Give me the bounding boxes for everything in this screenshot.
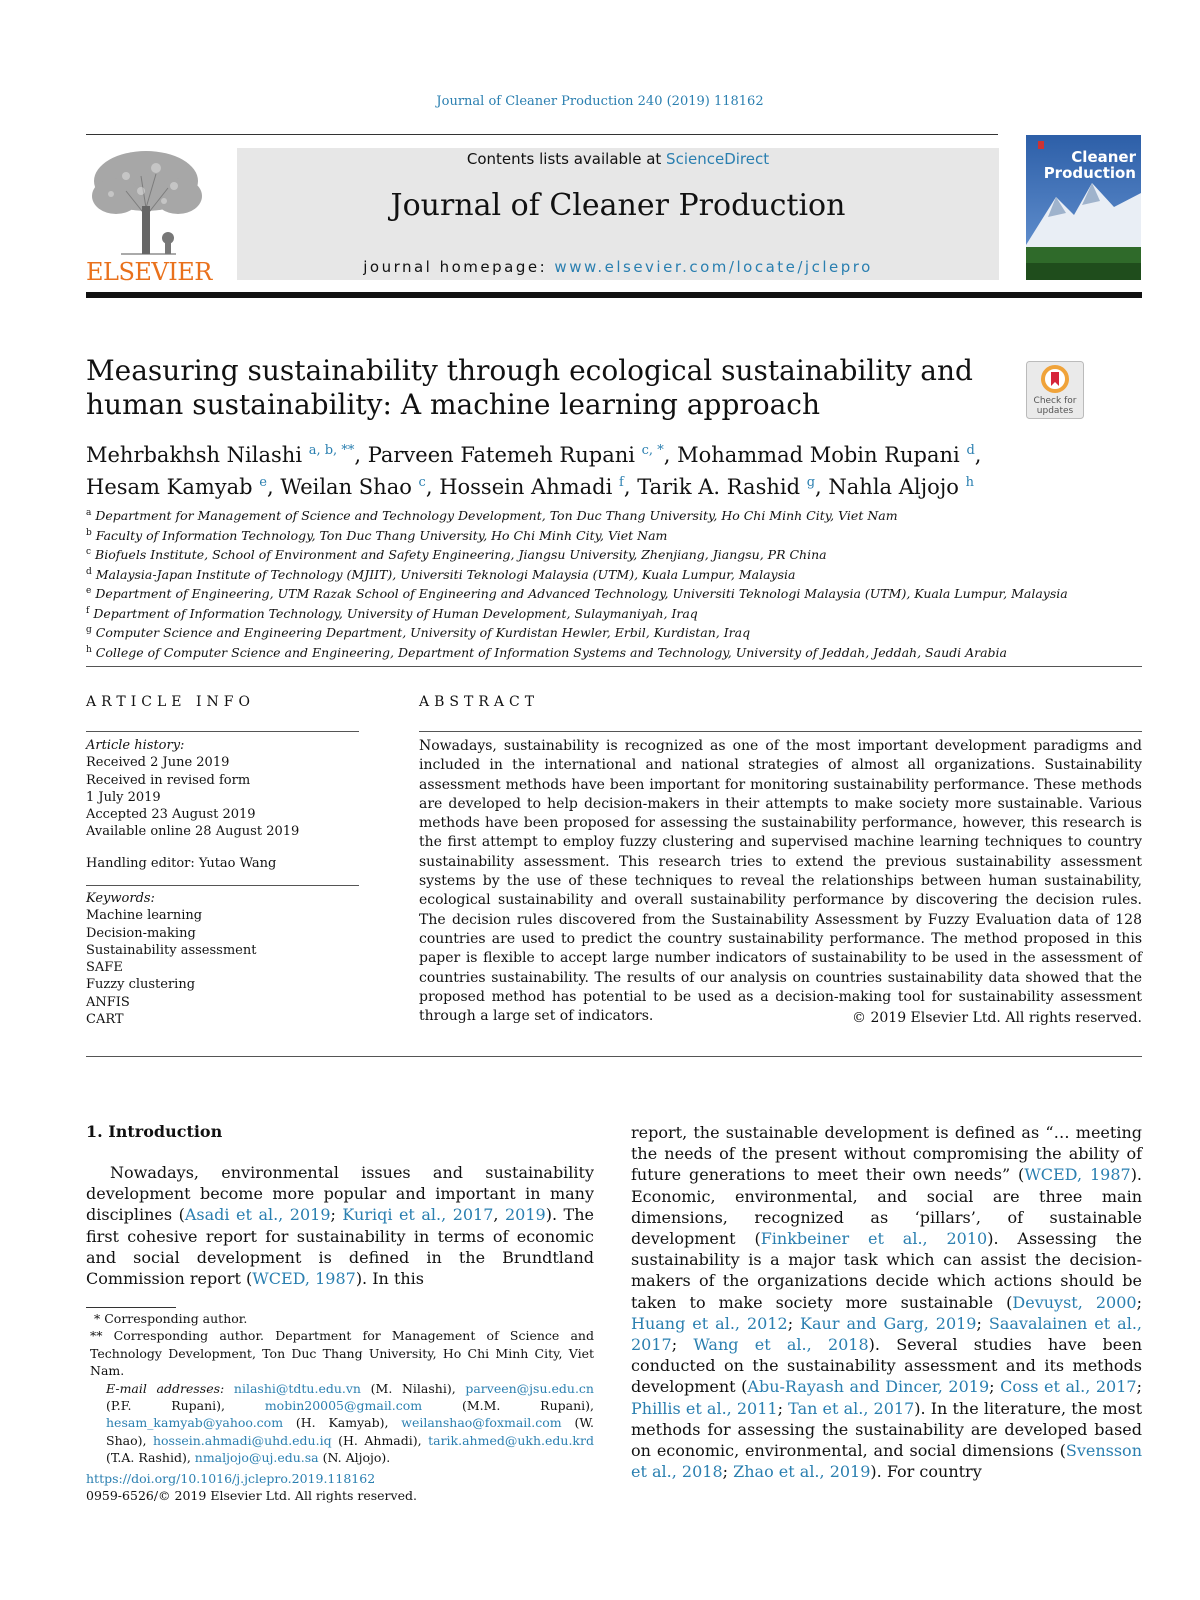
email-link[interactable]: hossein.ahmadi@uhd.edu.iq bbox=[152, 1432, 332, 1448]
citation-link[interactable]: Kuriqi et al., 2017 bbox=[342, 1205, 494, 1225]
corresponding-author-note: * Corresponding author. bbox=[94, 1311, 248, 1326]
abstract-heading: ABSTRACT bbox=[419, 694, 540, 710]
check-for-updates-label bbox=[1026, 396, 1084, 416]
citation-link[interactable]: Huang et al., 2012 bbox=[631, 1313, 788, 1333]
homepage-prefix: journal homepage: bbox=[363, 258, 555, 276]
author-list: Mehrbakhsh Nilashi $^{a, b, **}$, Parveen Fatemeh Rupani $^{c, *}$, Mohammad Mobin Rupani $^d$, Hesam Kamyab $^e$, Weilan Shao $^c$, Hossein Ahmadi $^f$, Tarik A. Rashid $^g$, Nahla Aljojo $^h$ bbox=[86, 443, 982, 499]
body-text: ). The first cohesive report for sustainability in terms of economic and social development is defined in the Brundtland Commission report ( bbox=[86, 1205, 594, 1289]
history-item: Received 2 June 2019 bbox=[86, 755, 230, 771]
affiliation-key: e bbox=[86, 586, 92, 597]
author-name: Hesam Kamyab bbox=[86, 475, 253, 499]
author-name: Nahla Aljojo bbox=[828, 475, 959, 499]
email-owner: (M.M. Rupani) bbox=[461, 1398, 590, 1414]
email-owner: (M. Nilashi) bbox=[370, 1380, 452, 1396]
article-history-dates bbox=[86, 754, 356, 840]
citation-link[interactable]: Asadi et al., 2019 bbox=[184, 1205, 331, 1225]
body-text: ). Economic, environmental, and social are three main dimensions, recognized as ‘pillars’, of sustainable development ( bbox=[631, 1165, 1143, 1249]
email-owner: (P.F. Rupani) bbox=[106, 1398, 222, 1414]
check-for-updates-line1: Check for bbox=[1033, 396, 1077, 406]
affiliation-text: Malaysia-Japan Institute of Technology (MJIIT), Universiti Teknologi Malaysia (UTM), Kuala Lumpur, Malaysia bbox=[95, 566, 796, 582]
author-affiliation-marker[interactable]: a, b, ** bbox=[308, 443, 355, 458]
body-text: ; bbox=[787, 1313, 801, 1333]
introduction-right-column bbox=[631, 1122, 1142, 1482]
affiliation-item bbox=[86, 505, 1146, 525]
author-affiliation-marker[interactable]: c bbox=[418, 475, 426, 490]
keyword-item: Decision-making bbox=[86, 925, 196, 941]
body-text: ; bbox=[330, 1205, 343, 1225]
author-affiliation-marker[interactable]: f bbox=[619, 475, 624, 490]
body-text: ; bbox=[722, 1462, 734, 1482]
affiliation-text: Department for Management of Science and Technology Development, Ton Duc Thang University, Ho Chi Minh City, Viet Nam bbox=[95, 508, 898, 524]
affiliation-separator bbox=[86, 666, 1142, 667]
citation-link[interactable]: Svensson et al., 2018 bbox=[631, 1441, 1142, 1482]
affiliation-item bbox=[86, 622, 1146, 642]
journal-reference[interactable]: Journal of Cleaner Production 240 (2019) 118162 bbox=[436, 94, 764, 109]
cover-title-line1: Cleaner bbox=[1071, 148, 1136, 166]
cover-title bbox=[1040, 149, 1136, 181]
introduction-heading: 1. Introduction bbox=[86, 1122, 223, 1141]
homepage-link[interactable]: www.elsevier.com/locate/jclepro bbox=[554, 258, 873, 276]
body-text: ; bbox=[671, 1335, 694, 1355]
keywords-block bbox=[86, 890, 356, 1028]
citation-link[interactable]: Devuyst, 2000 bbox=[1012, 1292, 1137, 1312]
citation-link[interactable]: WCED, 1987 bbox=[252, 1269, 356, 1289]
article-title: Measuring sustainability through ecological sustainability and human sustainability: A machine learning approach bbox=[86, 354, 973, 421]
article-history-label: Article history: bbox=[86, 738, 185, 753]
keywords-rule bbox=[86, 885, 359, 886]
email-owner: (H. Kamyab) bbox=[295, 1415, 385, 1431]
body-text: ). Assessing the sustainability is a major task which can assist the decision-makers of the organizations decide which actions should be taken to make society more sustainable ( bbox=[631, 1229, 1143, 1312]
article-info-heading: ARTICLE INFO bbox=[86, 694, 255, 710]
citation-link[interactable]: Coss et al., 2017 bbox=[1000, 1377, 1137, 1397]
affiliation-item bbox=[86, 564, 1146, 584]
journal-name: Journal of Cleaner Production bbox=[390, 188, 846, 223]
email-label: E-mail addresses: bbox=[106, 1380, 225, 1396]
body-text: ; bbox=[1136, 1377, 1142, 1397]
body-text: ). Several studies have been conducted on the sustainability assessment and its methods development ( bbox=[631, 1335, 1143, 1397]
citation-link[interactable]: 2019 bbox=[505, 1205, 546, 1225]
author-name: Parveen Fatemeh Rupani bbox=[367, 443, 635, 467]
affiliation-item bbox=[86, 583, 1146, 603]
cover-title-line2: Production bbox=[1043, 164, 1136, 182]
affiliation-item bbox=[86, 525, 1146, 545]
keywords-label: Keywords: bbox=[86, 891, 155, 906]
body-text: ). In this bbox=[355, 1269, 424, 1289]
journal-cover-image[interactable] bbox=[1026, 135, 1141, 280]
abstract-separator bbox=[86, 1056, 1142, 1057]
email-addresses: E-mail addresses: nilashi@tdtu.edu.vn (M. Nilashi), parveen@jsu.edu.cn (P.F. Rupani), mobin20005@gmail.com (M.M. Rupani), hesam_kamyab@yahoo.com (H. Kamyab), weilanshao@foxmail.com (W. Shao), hossein.ahmadi@uhd.edu.iq (H. Ahmadi), tarik.ahmed@ukh.edu.krd (T.A. Rashid), nmaljojo@uj.edu.sa (N. Aljojo). bbox=[106, 1380, 594, 1466]
author-affiliation-marker[interactable]: d bbox=[966, 443, 975, 458]
author-name: Mohammad Mobin Rupani bbox=[677, 443, 960, 467]
citation-link[interactable]: Wang et al., 2018 bbox=[693, 1335, 869, 1355]
affiliation-text: College of Computer Science and Engineering, Department of Information Systems and Technology, University of Jeddah, Jeddah, Saudi Arabia bbox=[95, 645, 1007, 661]
doi-block bbox=[86, 1470, 417, 1505]
author-affiliation-marker[interactable]: g bbox=[806, 475, 816, 490]
keyword-item: Fuzzy clustering bbox=[86, 977, 196, 993]
citation-link[interactable]: Phillis et al., 2011 bbox=[631, 1398, 778, 1418]
history-item: Available online 28 August 2019 bbox=[86, 824, 300, 840]
check-for-updates-badge[interactable] bbox=[1026, 361, 1084, 419]
email-link[interactable]: weilanshao@foxmail.com bbox=[401, 1415, 562, 1431]
affiliation-key: a bbox=[86, 508, 92, 518]
sciencedirect-link[interactable]: ScienceDirect bbox=[666, 150, 770, 168]
affiliation-text: Department of Information Technology, University of Human Development, Sulaymaniyah, Iraq bbox=[93, 605, 698, 621]
affiliation-item bbox=[86, 603, 1146, 623]
keyword-list bbox=[86, 907, 356, 1028]
keyword-item: Sustainability assessment bbox=[86, 942, 257, 958]
keyword-item: SAFE bbox=[86, 960, 123, 976]
header-bottom-rule bbox=[86, 292, 1142, 298]
footnotes bbox=[86, 1310, 594, 1467]
citation-link[interactable]: Finkbeiner et al., 2010 bbox=[760, 1229, 988, 1249]
history-item: 1 July 2019 bbox=[86, 789, 161, 805]
citation-link[interactable]: WCED, 1987 bbox=[1024, 1165, 1131, 1185]
affiliation-text: Faculty of Information Technology, Ton Duc Thang University, Ho Chi Minh City, Viet Nam bbox=[95, 527, 668, 543]
affiliation-text: Biofuels Institute, School of Environment and Safety Engineering, Jiangsu University, Zhenjiang, Jiangsu, PR China bbox=[95, 547, 827, 563]
email-link[interactable]: mobin20005@gmail.com bbox=[264, 1398, 423, 1414]
affiliation-key: f bbox=[86, 605, 90, 616]
affiliation-item bbox=[86, 544, 1146, 564]
body-text: ; bbox=[976, 1313, 989, 1333]
email-link[interactable]: hesam_kamyab@yahoo.com bbox=[106, 1415, 284, 1431]
check-for-updates-line2: updates bbox=[1036, 406, 1074, 416]
author-affiliation-marker[interactable]: h bbox=[965, 475, 974, 490]
article-history bbox=[86, 737, 356, 872]
citation-link[interactable]: Saavalainen et al., 2017 bbox=[631, 1313, 1142, 1355]
journal-header-box bbox=[237, 148, 999, 280]
email-owner: (H. Ahmadi) bbox=[338, 1432, 418, 1448]
handling-editor: Handling editor: Yutao Wang bbox=[86, 855, 277, 871]
body-text: ; bbox=[989, 1377, 1001, 1397]
doi-link[interactable]: https://doi.org/10.1016/j.jclepro.2019.118162 bbox=[86, 1471, 376, 1486]
citation-link[interactable]: Tan et al., 2017 bbox=[788, 1398, 915, 1418]
affiliation-key: g bbox=[86, 625, 92, 636]
affiliation-key: d bbox=[86, 566, 92, 577]
body-text: ; bbox=[1136, 1292, 1142, 1312]
author-name: Mehrbakhsh Nilashi bbox=[86, 443, 303, 467]
footnote-rule bbox=[86, 1307, 176, 1308]
citation-link[interactable]: Zhao et al., 2019 bbox=[733, 1462, 871, 1482]
keyword-item: Machine learning bbox=[86, 908, 203, 924]
affiliation-item bbox=[86, 642, 1146, 662]
email-owner: (T.A. Rashid) bbox=[106, 1450, 187, 1466]
elsevier-wordmark: ELSEVIER bbox=[86, 258, 212, 286]
email-link[interactable]: nilashi@tdtu.edu.vn bbox=[233, 1380, 361, 1396]
citation-link[interactable]: Abu-Rayash and Dincer, 2019 bbox=[747, 1377, 990, 1397]
author-name: Weilan Shao bbox=[280, 475, 412, 499]
article-info-rule bbox=[86, 731, 359, 732]
history-item: Received in revised form bbox=[86, 772, 251, 788]
introduction-left-column bbox=[86, 1162, 594, 1289]
contents-prefix: Contents lists available at bbox=[466, 150, 667, 168]
email-link[interactable]: parveen@jsu.edu.cn bbox=[465, 1380, 594, 1396]
header-top-rule bbox=[86, 134, 998, 135]
body-text: report, the sustainable development is defined as “… meeting the needs of the present without compromising the ability of future generations to meet their own needs” ( bbox=[631, 1123, 1142, 1185]
body-text: ; bbox=[777, 1398, 789, 1418]
affiliation-text: Department of Engineering, UTM Razak School of Engineering and Advanced Technology, Universiti Teknologi Malaysia (UTM), Kuala Lumpur, Malaysia bbox=[95, 586, 1068, 602]
email-link[interactable]: nmaljojo@uj.edu.sa bbox=[194, 1450, 319, 1466]
issn-line: 0959-6526/© 2019 Elsevier Ltd. All rights reserved. bbox=[86, 1488, 417, 1504]
body-text: , bbox=[493, 1205, 505, 1225]
body-text: ). For country bbox=[870, 1462, 982, 1482]
email-link[interactable]: tarik.ahmed@ukh.edu.krd bbox=[428, 1432, 594, 1448]
corresponding-author-note-2: ** Corresponding author. Department for Management of Science and Technology Development, Ton Duc Thang University, Ho Chi Minh City, Viet Nam. bbox=[90, 1328, 594, 1379]
email-owner: (N. Aljojo). bbox=[322, 1450, 391, 1466]
affiliation-text: Computer Science and Engineering Department, University of Kurdistan Hewler, Erbil, Kurdistan, Iraq bbox=[95, 625, 751, 641]
keyword-item: CART bbox=[86, 1012, 124, 1028]
author-name: Tarik A. Rashid bbox=[637, 475, 801, 499]
history-item: Accepted 23 August 2019 bbox=[86, 807, 256, 823]
email-owner: (W. Shao) bbox=[106, 1415, 594, 1448]
abstract-copyright: © 2019 Elsevier Ltd. All rights reserved. bbox=[852, 1010, 1142, 1026]
body-text: ). In the literature, the most methods for assessing the sustainability are developed based on economic, environmental, and social dimensions ( bbox=[631, 1398, 1142, 1461]
journal-homepage-line bbox=[237, 258, 999, 276]
affiliation-key: b bbox=[86, 527, 92, 538]
author-affiliation-marker[interactable]: c, * bbox=[641, 443, 664, 458]
citation-link[interactable]: Kaur and Garg, 2019 bbox=[800, 1313, 977, 1333]
abstract-rule bbox=[419, 731, 1142, 732]
keyword-item: ANFIS bbox=[86, 994, 130, 1010]
affiliation-key: c bbox=[86, 547, 92, 558]
author-affiliation-marker[interactable]: e bbox=[259, 475, 267, 490]
contents-available-line bbox=[237, 150, 999, 168]
body-text: Nowadays, environmental issues and sustainability development become more popular and important in many disciplines ( bbox=[86, 1163, 594, 1225]
author-name: Hossein Ahmadi bbox=[439, 475, 613, 499]
affiliation-list bbox=[86, 505, 1146, 662]
abstract-text: Nowadays, sustainability is recognized as one of the most important development paradigms and included in the international and national strategies of almost all organizations. Sustainability assessment methods have been important for monitoring sustainability performance. These methods are developed to help decision-makers in their attempts to make society more sustainable. Various methods have been proposed for assessing the sustainability performance, however, this research is the first attempt to employ fuzzy clustering and supervised machine learning techniques to country sustainability assessment. This research tries to extend the previous sustainability assessment systems by the use of these techniques to reveal the relationships between human sustainability, ecological sustainability and overall sustainability performance by discovering the decision rules. The decision rules discovered from the Sustainability Assessment by Fuzzy Evaluation data of 128 countries are used to predict the country sustainability performance. The method proposed in this paper is flexible to accept large number indicators of sustainability to be used in the assessment of countries sustainability. The results of our analysis on countries sustainability data showed that the proposed method has potential to be used as a decision-making tool for sustainability assessment through a large set of indicators. bbox=[419, 738, 1142, 1025]
affiliation-key: h bbox=[86, 644, 92, 655]
